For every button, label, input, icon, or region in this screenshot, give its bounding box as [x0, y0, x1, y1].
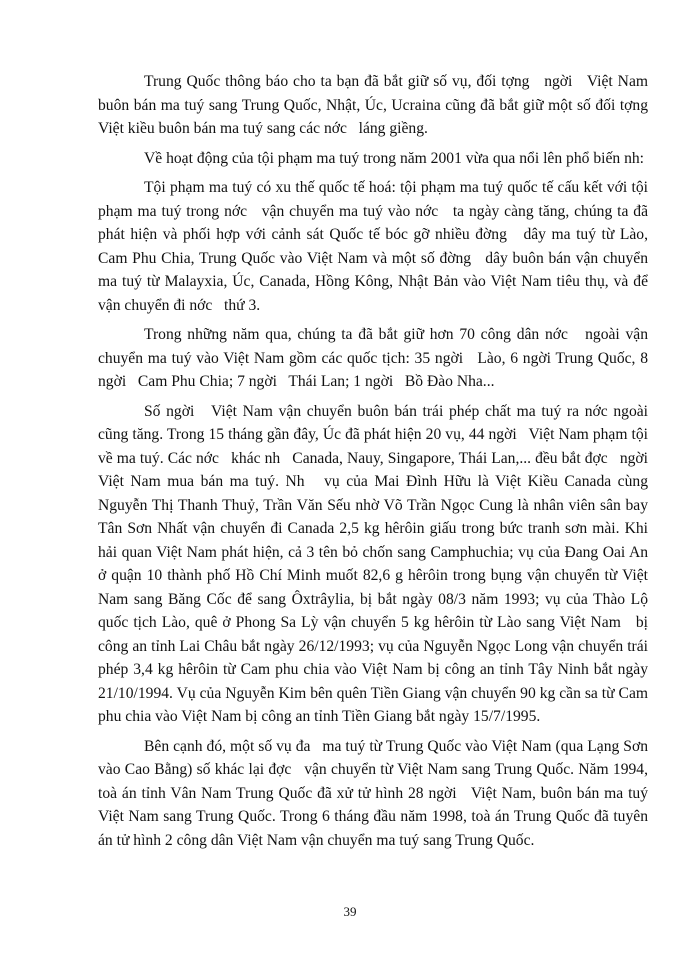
page-number: 39 [343, 904, 357, 919]
paragraph-2: Về hoạt động của tội phạm ma tuý trong năm 2001 vừa qua nổi lên phổ biến nh: [144, 149, 644, 167]
document-page [98, 70, 660, 858]
paragraph-4: Trong những năm qua, chúng ta đã bắt giữ hơn 70 công dân nớc ngoài vận chuyển ma tuý vào Việt Nam gồm các quốc tịch: 35 ngời Lào, 6 ngời Trung Quốc, 8 ngời Cam Phu Chia; 7 ngời Thái Lan; 1 ngời Bồ Đào Nha... [98, 326, 652, 390]
paragraph-1: Trung Quốc thông báo cho ta bạn đã bắt giữ số vụ, đối tợng ngời Việt Nam buôn bán ma tuý sang Trung Quốc, Nhật, Úc, Ucraina cũng đã bắt giữ một số đối tợng Việt kiều buôn bán ma tuý sang các nớc láng giềng. [98, 73, 660, 137]
paragraph-3: Tội phạm ma tuý có xu thế quốc tế hoá: tội phạm ma tuý quốc tế cấu kết với tội phạm ma tuý trong nớc vận chuyển ma tuý vào nớc ta ngày càng tăng, chúng ta đã phát hiện và phối hợp với cảnh sát Quốc tế bóc gỡ nhiều đờng dây ma tuý từ Lào, Cam Phu Chia, Trung Quốc vào Việt Nam và một số đờng dây buôn bán vận chuyển ma tuý từ Malayxia, Úc, Canada, Hồng Kông, Nhật Bản vào Việt Nam tiêu thụ, và để vận chuyển đi nớc thứ 3. [98, 179, 652, 314]
paragraph-6: Bên cạnh đó, một số vụ đa ma tuý từ Trung Quốc vào Việt Nam (qua Lạng Sơn vào Cao Bằng) số khác lại đợc vận chuyển từ Việt Nam sang Trung Quốc. Năm 1994, toà án tỉnh Vân Nam Trung Quốc đã xử tử hình 28 ngời Việt Nam, buôn bán ma tuý Việt Nam sang Trung Quốc. Trong 6 tháng đầu năm 1998, toà án Trung Quốc đã tuyên án tử hình 2 công dân Việt Nam vận chuyển ma tuý sang Trung Quốc. [98, 737, 652, 849]
paragraph-5: Số ngời Việt Nam vận chuyển buôn bán trái phép chất ma tuý ra nớc ngoài cũng tăng. Trong 15 tháng gần đây, Úc đã phát hiện 20 vụ, 44 ngời Việt Nam phạm tội về ma tuý. Các nớc khác nh Canada, Nauy, Singapore, Thái Lan,... đều bắt đợc ngời Việt Nam mua bán ma tuý. Nh vụ của Mai Đình Hữu là Việt Kiều Canada cùng Nguyễn Thị Thanh Thuỷ, Trần Văn Sếu nhờ Võ Trần Ngọc Cung là nhân viên sân bay Tân Sơn Nhất vận chuyển đi Canada 2,5 kg hêrôin giấu trong bức tranh sơn mài. Khi hải quan Việt Nam phát hiện, cả 3 tên bỏ chốn sang Camphuchia; vụ của Đang Oai An ở quận 10 thành phố Hồ Chí Minh muốt 82,6 g hêrôin trong bụng vận chuyển từ Việt Nam sang Băng Cốc để sang Ôxtrâylia, bị bắt ngày 08/3 năm 1993; vụ của Thào Lộ quốc tịch Lào, quê ở Phong Sa Lỳ vận chuyển 5 kg hêrôin từ Lào sang Việt Nam bị công an tỉnh Lai Châu bắt ngày 26/12/1993; vụ của Nguyễn Ngọc Long vận chuyển trái phép 3,4 kg hêrôin từ Cam phu chia vào Việt Nam bị công an tỉnh Tây Ninh bắt ngày 21/10/1994. Vụ của Nguyễn Kim bên quên Tiền Giang vận chuyển 90 kg cần sa từ Cam phu chia vào Việt Nam bị công an tỉnh Tiền Giang bắt ngày 15/7/1995. [98, 402, 660, 725]
